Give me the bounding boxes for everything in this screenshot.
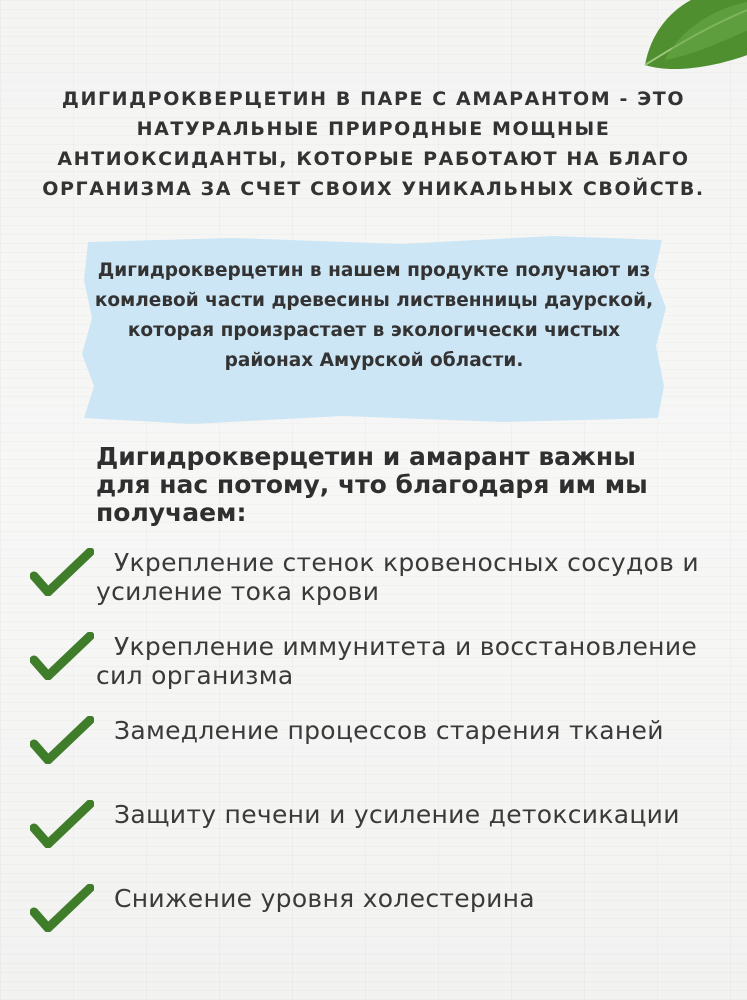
benefits-heading: Дигидрокверцетин и амарант важны для нас потому, что благодаря им мы получаем: (96, 442, 648, 527)
benefit-text: Укрепление стенок кровеносных сосудов и усиление тока крови (96, 548, 699, 606)
check-icon (30, 548, 94, 596)
benefit-text: Снижение уровня холестерина (114, 884, 535, 913)
benefit-text: Укрепление иммунитета и восстановление сил организма (96, 632, 698, 690)
leaf-decoration (625, 0, 747, 80)
benefit-text: Замедление процессов старения тканей (114, 716, 664, 745)
check-icon (30, 800, 94, 848)
highlight-text: Дигидрокверцетин в нашем продукте получают из комлевой части древесины лиственницы даурской, которая произрастает в экологически чистых районах Амурской области. (94, 260, 654, 371)
check-icon (30, 884, 94, 932)
intro-heading: ДИГИДРОКВЕРЦЕТИН В ПАРЕ С АМАРАНТОМ - ЭТО НАТУРАЛЬНЫЕ ПРИРОДНЫЕ МОЩНЫЕ АНТИОКСИДАНТЫ, КОТОРЫЕ РАБОТАЮТ НА БЛАГО ОРГАНИЗМА ЗА СЧЕТ СВОИХ УНИКАЛЬНЫХ СВОЙСТВ. (42, 88, 705, 200)
check-icon (30, 632, 94, 680)
highlight-tape (82, 236, 666, 424)
check-icon (30, 716, 94, 764)
benefit-text: Защиту печени и усиление детоксикации (114, 800, 680, 829)
